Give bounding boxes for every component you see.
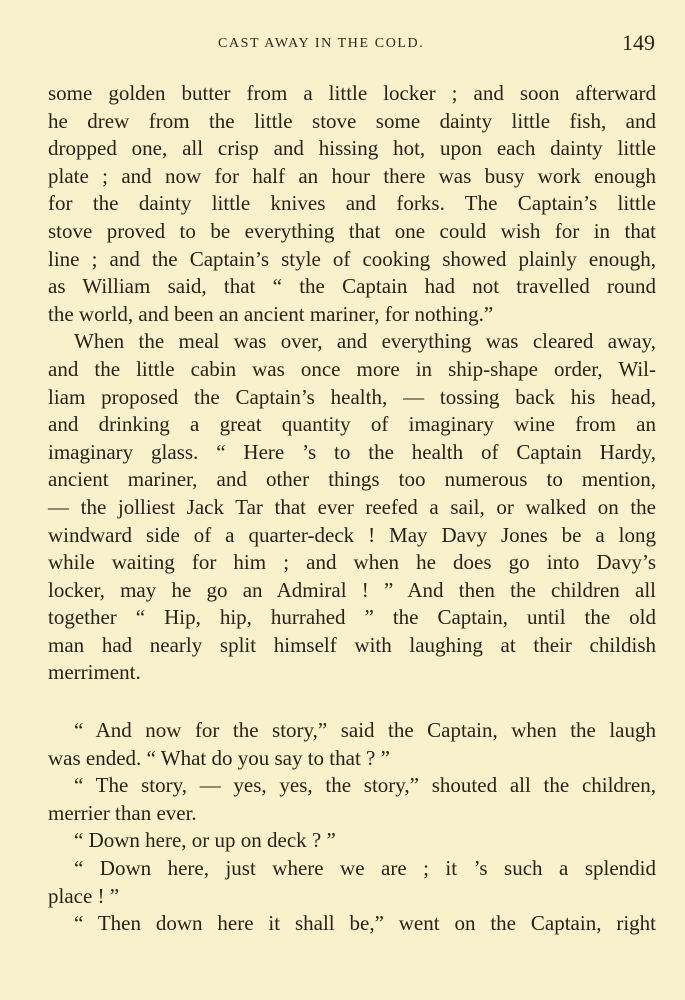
text-line: liam proposed the Captain’s health, — tossing back his head,: [48, 384, 656, 409]
text-line: was ended. “ What do you say to that ? ”: [48, 745, 390, 770]
text-line: place ! ”: [48, 883, 120, 908]
text-line: plate ; and now for half an hour there was busy work enough: [48, 163, 656, 188]
text-line: while waiting for him ; and when he does go into Davy’s: [48, 550, 656, 575]
text-line: windward side of a quarter-deck ! May Davy Jones be a long: [48, 522, 656, 547]
text-line: “ And now for the story,” said the Captain, when the laugh: [74, 718, 656, 742]
text-line: — the jolliest Jack Tar that ever reefed a sail, or walked on the: [48, 494, 656, 519]
page-number: 149: [622, 30, 655, 55]
text-block-dialogue: [48, 717, 656, 938]
text-line: merrier than ever.: [48, 800, 197, 825]
text-line: line ; and the Captain’s style of cooking showed plainly enough,: [48, 246, 656, 271]
text-line: as William said, that “ the Captain had not travelled round: [48, 274, 656, 299]
text-line: the world, and been an ancient mariner, for nothing.”: [48, 301, 494, 326]
text-line: dropped one, all crisp and hissing hot, upon each dainty little: [48, 136, 656, 161]
text-line: locker, may he go an Admiral ! ” And then the children all: [48, 577, 656, 602]
text-line: When the meal was over, and everything was cleared away,: [74, 329, 656, 354]
text-line: stove proved to be everything that one could wish for in that: [48, 218, 656, 243]
text-line: and the little cabin was once more in ship-shape order, Wil-: [48, 356, 656, 381]
text-line: some golden butter from a little locker ; and soon afterward: [48, 81, 656, 105]
text-line: and drinking a great quantity of imaginary wine from an: [48, 412, 656, 437]
running-title: CAST AWAY IN THE COLD.: [218, 36, 425, 51]
text-line: man had nearly split himself with laughing at their childish: [48, 632, 656, 657]
text-line: he drew from the little stove some dainty little fish, and: [48, 108, 656, 133]
text-line: “ Then down here it shall be,” went on the Captain, right: [74, 911, 656, 936]
text-line: for the dainty little knives and forks. The Captain’s little: [48, 191, 656, 216]
text-line: “ The story, — yes, yes, the story,” shouted all the children,: [74, 773, 656, 798]
text-line: together “ Hip, hip, hurrahed ” the Captain, until the old: [48, 605, 656, 630]
text-line: merriment.: [48, 660, 141, 685]
text-line: ancient mariner, and other things too numerous to mention,: [48, 467, 656, 492]
text-block-main: [48, 80, 656, 687]
text-line: imaginary glass. “ Here ’s to the health of Captain Hardy,: [48, 439, 656, 464]
text-line: “ Down here, just where we are ; it ’s such a splendid: [74, 855, 656, 880]
text-line: “ Down here, or up on deck ? ”: [74, 828, 336, 853]
